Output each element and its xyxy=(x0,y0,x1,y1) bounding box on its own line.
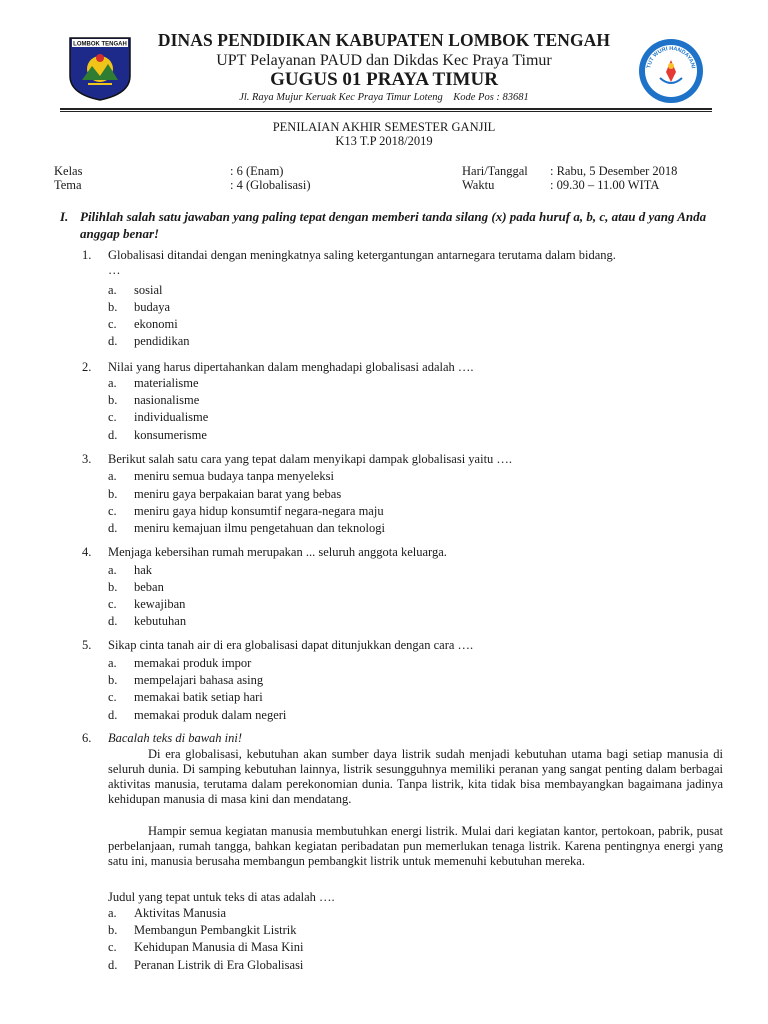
q5-option-b-letter: b. xyxy=(108,673,118,687)
q1-option-a: sosial xyxy=(134,283,163,297)
q4-option-a: hak xyxy=(134,563,153,577)
q2-option-a-letter: a. xyxy=(108,376,117,390)
q6-option-d-letter: d. xyxy=(108,958,118,972)
q2-option-d: konsumerisme xyxy=(134,428,207,442)
q3-option-c-letter: c. xyxy=(108,504,117,518)
q4-option-a-letter: a. xyxy=(108,563,117,577)
q3-option-d: meniru kemajuan ilmu pengetahuan dan teknologi xyxy=(134,521,385,535)
question-3-number: 3. xyxy=(82,452,92,466)
q5-option-a: memakai produk impor xyxy=(134,656,252,670)
hari-label: Hari/Tanggal xyxy=(462,164,528,178)
question-5-text: Sikap cinta tanah air di era globalisasi dapat ditunjukkan dengan cara …. xyxy=(108,638,474,652)
q2-option-c: individualisme xyxy=(134,410,209,424)
q1-option-d: pendidikan xyxy=(134,334,190,348)
waktu-label: Waktu xyxy=(462,178,495,192)
hari-value: : Rabu, 5 Desember 2018 xyxy=(550,164,678,178)
q3-option-a: meniru semua budaya tanpa menyeleksi xyxy=(134,469,334,483)
logo-left-text: LOMBOK TENGAH xyxy=(73,41,127,48)
question-1-text: Globalisasi ditandai dengan meningkatnya saling ketergantungan antarnegara terutama dalam bidang. xyxy=(108,248,616,262)
q5-option-d-letter: d. xyxy=(108,708,118,722)
q4-option-b: beban xyxy=(134,580,164,594)
header-divider-thin xyxy=(60,111,712,112)
question-6-number: 6. xyxy=(82,731,92,745)
header-line1: DINAS PENDIDIKAN KABUPATEN LOMBOK TENGAH xyxy=(157,30,611,50)
q1-option-c-letter: c. xyxy=(108,317,117,331)
instruction-number: I. xyxy=(60,209,69,224)
q6-option-d: Peranan Listrik di Era Globalisasi xyxy=(134,958,304,972)
q5-option-b: mempelajari bahasa asing xyxy=(134,673,264,687)
q2-option-c-letter: c. xyxy=(108,410,117,424)
q4-option-c: kewajiban xyxy=(134,597,186,611)
header-line3: GUGUS 01 PRAYA TIMUR xyxy=(270,69,498,90)
question-1-text-cont: … xyxy=(108,263,121,277)
q5-option-d: memakai produk dalam negeri xyxy=(134,708,287,722)
q2-option-b: nasionalisme xyxy=(134,393,200,407)
question-2-number: 2. xyxy=(82,360,92,374)
tema-label: Tema xyxy=(54,178,82,192)
exam-title: PENILAIAN AKHIR SEMESTER GANJIL xyxy=(272,120,496,134)
q1-option-a-letter: a. xyxy=(108,283,117,297)
q6-option-b: Membangun Pembangkit Listrik xyxy=(134,923,297,937)
q4-option-c-letter: c. xyxy=(108,597,117,611)
q6-option-c-letter: c. xyxy=(108,940,117,954)
q4-option-b-letter: b. xyxy=(108,580,118,594)
q2-option-a: materialisme xyxy=(134,376,199,390)
q6-option-a-letter: a. xyxy=(108,906,117,920)
reading-paragraph-2: Hampir semua kegiatan manusia membutuhkan energi listrik. Mulai dari kegiatan kantor, pertokoan, pabrik, pusat perbelanjaan, rumah tangga, bahkan kegiatan peribadatan pun memerlukan tenaga listrik. Karena pentingnya energi yang satu ini, manusia berusaha membangun pembangkit listrik untuk memenuhi kebutuhan mereka. xyxy=(108,824,723,868)
question-4-number: 4. xyxy=(82,545,92,559)
waktu-value: : 09.30 – 11.00 WITA xyxy=(550,178,660,192)
q5-option-c-letter: c. xyxy=(108,690,117,704)
q3-option-b-letter: b. xyxy=(108,487,118,501)
tema-value: : 4 (Globalisasi) xyxy=(230,178,311,192)
q3-option-d-letter: d. xyxy=(108,521,118,535)
q3-option-c: meniru gaya hidup konsumtif negara-negara maju xyxy=(134,504,384,518)
kelas-label: Kelas xyxy=(54,164,83,178)
exam-subtitle: K13 T.P 2018/2019 xyxy=(335,134,433,148)
instruction-text: Pilihlah salah satu jawaban yang paling tepat dengan memberi tanda silang (x) pada huruf a, b, c, atau d yang Anda anggap benar! xyxy=(80,209,707,241)
header-divider-thick xyxy=(60,108,712,110)
q4-option-d-letter: d. xyxy=(108,614,118,628)
question-1-number: 1. xyxy=(82,248,92,262)
kelas-value: : 6 (Enam) xyxy=(230,164,284,178)
question-4-text: Menjaga kebersihan rumah merupakan ... seluruh anggota keluarga. xyxy=(108,545,447,559)
q4-option-d: kebutuhan xyxy=(134,614,187,628)
q6-option-a: Aktivitas Manusia xyxy=(134,906,227,920)
q3-option-a-letter: a. xyxy=(108,469,117,483)
q2-option-d-letter: d. xyxy=(108,428,118,442)
header-line2: UPT Pelayanan PAUD dan Dikdas Kec Praya Timur xyxy=(216,52,552,69)
q1-option-b-letter: b. xyxy=(108,300,118,314)
q1-option-c: ekonomi xyxy=(134,317,178,331)
header-address: Jl. Raya Mujur Keruak Kec Praya Timur Loteng Kode Pos : 83681 xyxy=(239,92,529,103)
logo-right-text: TUT WURI HANDAYANI xyxy=(646,45,696,69)
q1-option-d-letter: d. xyxy=(108,334,118,348)
q5-option-c: memakai batik setiap hari xyxy=(134,690,263,704)
question-2-text: Nilai yang harus dipertahankan dalam menghadapi globalisasi adalah …. xyxy=(108,360,474,374)
q3-option-b: meniru gaya berpakaian barat yang bebas xyxy=(134,487,342,501)
q6-option-c: Kehidupan Manusia di Masa Kini xyxy=(134,940,304,954)
question-6-intro: Bacalah teks di bawah ini! xyxy=(108,731,243,745)
q5-option-a-letter: a. xyxy=(108,656,117,670)
q1-option-b: budaya xyxy=(134,300,171,314)
question-5-number: 5. xyxy=(82,638,92,652)
reading-paragraph-1: Di era globalisasi, kebutuhan akan sumber daya listrik sudah menjadi kebutuhan utama bagi setiap manusia di seluruh dunia. Di samping kebutuhan lainnya, listrik sesungguhnya memiliki peranan yang sangat penting dalam berbagai aktivitas manusia, terutama dalam perekonomian dunia. Tanpa listrik, kita tidak bisa membayangkan bagaimana jadinya kehidupan manusia di masa kini dan mendatang. xyxy=(108,747,723,806)
question-3-text: Berikut salah satu cara yang tepat dalam menyikapi dampak globalisasi yaitu …. xyxy=(108,452,513,466)
q2-option-b-letter: b. xyxy=(108,393,118,407)
q6-option-b-letter: b. xyxy=(108,923,118,937)
question-6-text: Judul yang tepat untuk teks di atas adalah …. xyxy=(108,890,335,904)
